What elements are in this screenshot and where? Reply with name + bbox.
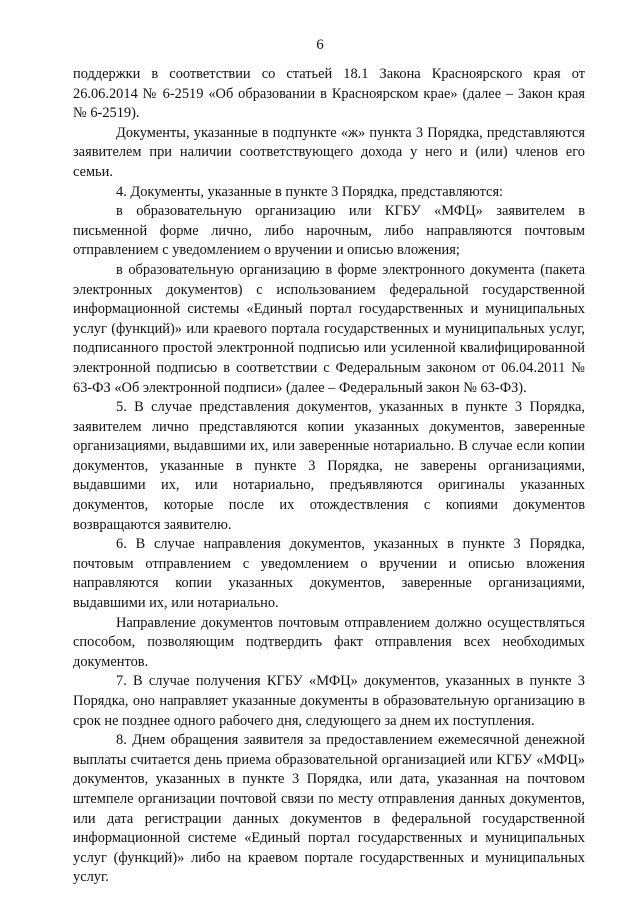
paragraph-item-4: 4. Документы, указанные в пункте 3 Порядка, представляются: — [116, 183, 504, 200]
paragraph-item-4-electronic: в образовательную организацию в форме электронного документа (пакета электронных документов) с использованием федеральной государственной информационной системы «Единый портал государственных и муниципальных услуг (функций)» или краевого портала государственных и муниципальных услуг, подписанного простой электронной подписью или усиленной квалифицированной электронной подписью в соответствии с Федеральным законом от 06.04.2011 № 63-ФЗ «Об электронной подписи» (далее – Федеральный закон № 63-ФЗ). — [73, 261, 585, 396]
paragraph-item-7: 7. В случае получения КГБУ «МФЦ» документов, указанных в пункте 3 Порядка, оно направляет указанные документы в образовательную организацию в срок не позднее одного рабочего дня, следующего за днем их поступления. — [73, 673, 585, 729]
paragraph-item-4-paper: в образовательную организацию или КГБУ «МФЦ» заявителем в письменной форме лично, либо нарочным, либо направляются почтовым отправлением с уведомлением о вручении и описью вложения; — [73, 203, 585, 259]
document-body — [73, 65, 585, 888]
paragraph-item-8: 8. Днем обращения заявителя за предоставлением ежемесячной денежной выплаты считается день приема образовательной организацией или КГБУ «МФЦ» документов, указанных в пункте 3 Порядка, или дата, указанная на почтовом штемпеле организации почтовой связи по месту отправления данных документов, или дата регистрации данных документов в федеральной государственной информационной системе «Единый портал государственных и муниципальных услуг (функций)» либо на краевом портале государственных и муниципальных услуг. — [73, 732, 585, 886]
page-number: 6 — [316, 37, 324, 53]
paragraph-continuation: поддержки в соответствии со статьей 18.1 Закона Красноярского края от 26.06.2014 № 6-2519 «Об образовании в Красноярском крае» (далее – Закон края № 6-2519). — [73, 66, 585, 122]
paragraph-item-6: 6. В случае направления документов, указанных в пункте 3 Порядка, почтовым отправлением с уведомлением о вручении и описью вложения направляются копии указанных документов, заверенные организациями, выдавшими их, или нотариально. — [73, 536, 585, 612]
paragraph-item-5: 5. В случае представления документов, указанных в пункте 3 Порядка, заявителем лично представляются копии указанных документов, заверенные организациями, выдавшими их, или заверенные нотариально. В случае если копии документов, указанные в пункте 3 Порядка, не заверены организациями, выдавшими их, или нотариально, предъявляются оригиналы указанных документов, которые после их отождествления с копиями документов возвращаются заявителю. — [73, 399, 585, 533]
paragraph-documents-zh: Документы, указанные в подпункте «ж» пункта 3 Порядка, представляются заявителем при наличии соответствующего дохода у него и (или) членов его семьи. — [73, 124, 585, 180]
paragraph-item-6-mailing: Направление документов почтовым отправлением должно осуществляться способом, позволяющим подтвердить факт отправления всех необходимых документов. — [73, 614, 585, 670]
